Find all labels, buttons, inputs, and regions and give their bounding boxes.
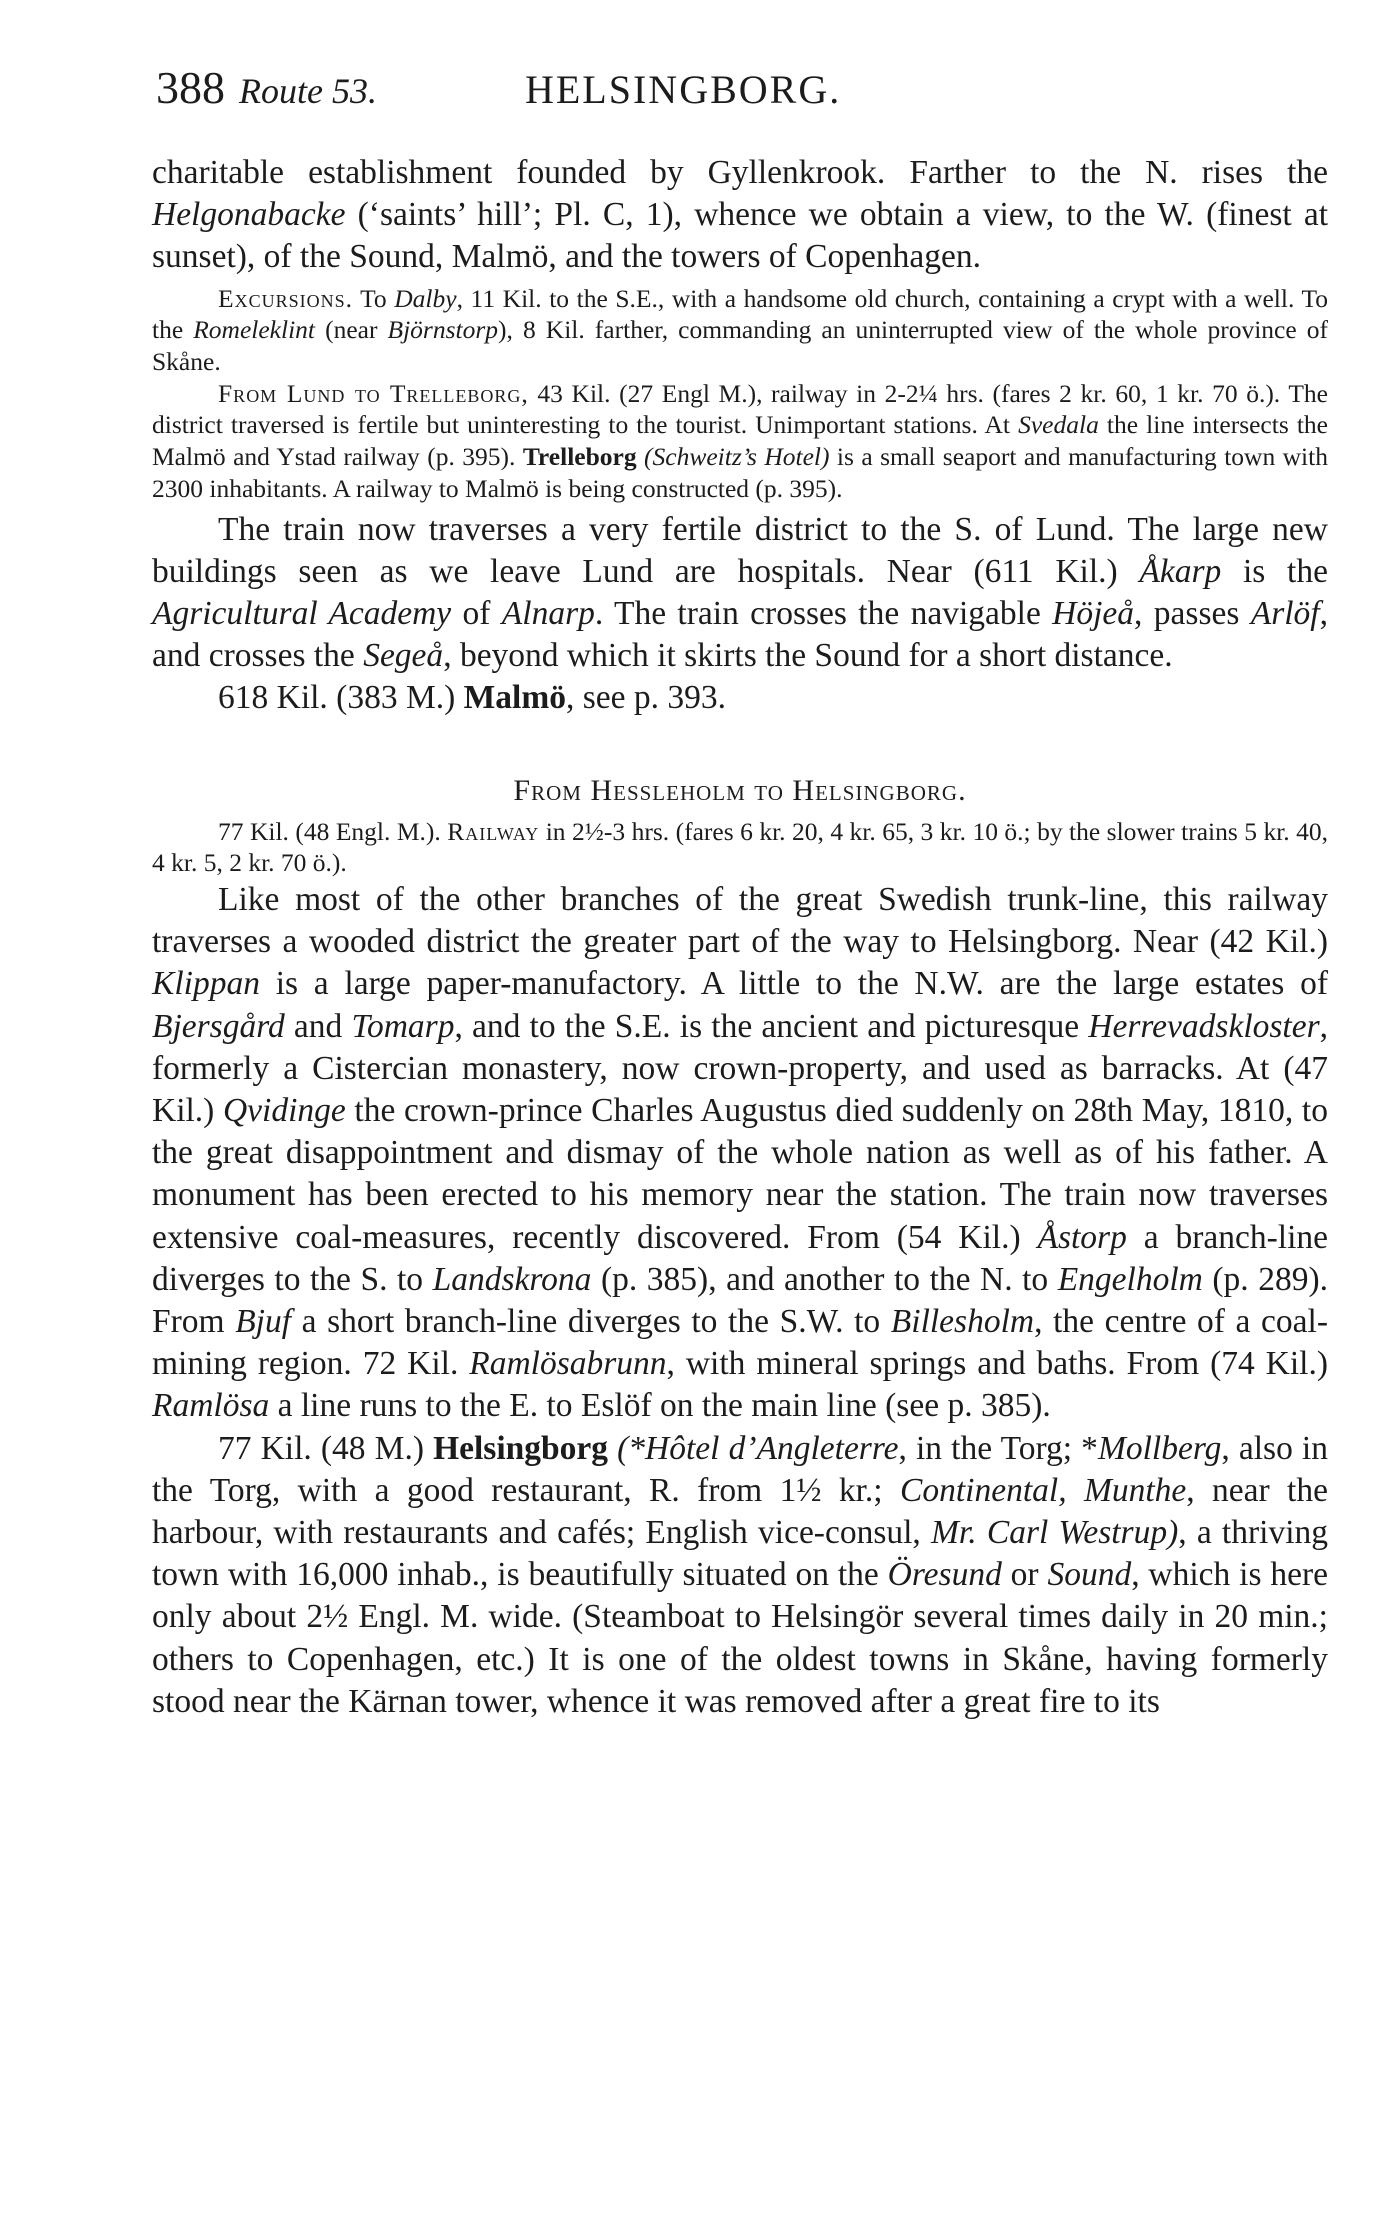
- place-name: Svedala: [1018, 410, 1099, 440]
- paragraph-excursions: [152, 283, 1328, 378]
- hotel-name: (*Hôtel d’Angleterre: [608, 1429, 899, 1467]
- paragraph-route-info: [152, 816, 1328, 879]
- text-run: or: [1001, 1556, 1048, 1594]
- text-run: and: [284, 1007, 352, 1045]
- text-run: , passes: [1134, 594, 1251, 632]
- text-run: , see p. 393.: [566, 679, 727, 717]
- hotel-name: (Schweitz’s Hotel): [644, 442, 830, 472]
- place-name: Åstorp: [1037, 1218, 1127, 1256]
- paragraph-lund-trelleborg: [152, 378, 1328, 505]
- text-run: is a large paper-manufactory. A little to the N.W. are the large estates of: [259, 965, 1328, 1003]
- place-name: Arlöf: [1250, 594, 1320, 632]
- place-name: Helgonabacke: [152, 196, 346, 234]
- paragraph-helgonabacke: [152, 152, 1328, 279]
- text-run: . The train crosses the navigable: [594, 594, 1053, 632]
- page-body: [152, 152, 1328, 1723]
- place-name: Bjersgård: [152, 1007, 285, 1045]
- text-run: , the centre of a coal-mining region. 72 Kil.: [152, 1302, 1328, 1383]
- text-run: , near the harbour, with restaurants and cafés; English vice-consul,: [152, 1471, 1328, 1551]
- place-name: Åkarp: [1139, 552, 1222, 590]
- text-run: a short branch-line diverges to the S.W. to: [291, 1302, 891, 1340]
- text-run: 618 Kil. (383 M.): [218, 679, 464, 717]
- text-run: of: [451, 594, 502, 632]
- text-run: ), 8 Kil. farther, commanding an uninterrupted view of the whole province of Skåne.: [152, 315, 1328, 377]
- text-run: , and to the S.E. is the ancient and picturesque: [454, 1007, 1089, 1045]
- place-name: Herrevadskloster: [1088, 1007, 1320, 1045]
- text-run: charitable establishment founded by Gyllenkrook. Farther to the N. rises the: [152, 154, 1328, 191]
- text-run: (p. 289). From: [152, 1260, 1328, 1340]
- place-name: Billesholm: [890, 1302, 1035, 1340]
- place-name: Bjuf: [235, 1302, 292, 1340]
- place-name: Alnarp: [501, 594, 595, 632]
- place-name: Qvidinge: [222, 1091, 346, 1129]
- place-name: Engelholm: [1057, 1260, 1203, 1298]
- page-header: [156, 64, 1326, 115]
- town-name: Helsingborg: [433, 1429, 609, 1467]
- town-name: Malmö: [463, 679, 566, 717]
- running-title: HELSINGBORG.: [524, 67, 842, 112]
- place-name: Klippan: [152, 965, 260, 1003]
- place-name: Sound: [1047, 1556, 1132, 1594]
- text-run: the line intersects the Malmö and Ystad railway (p. 395).: [152, 410, 1328, 472]
- text-run: 43 Kil. (27 Engl M.), railway in 2-2¼ hrs. (fares 2 kr. 60, 1 kr. 70 ö.). The district traversed is fertile but uninteresting to the tourist. Unimportant stations. At: [152, 378, 1328, 440]
- paragraph-hessleholm-route: [152, 879, 1328, 1428]
- text-run: the crown-prince Charles Augustus died suddenly on 28th May, 1810, to the great disappointment and dismay of the whole nation as well as of his father. A monument has been erected to his memory near the station. The train now traverses extensive coal-measures, recently discovered. From (54 Kil.): [152, 1091, 1328, 1256]
- place-name: Höjeå: [1052, 594, 1135, 632]
- text-run: is the: [1221, 552, 1328, 590]
- section-title: From Hessleholm to Helsingborg.: [513, 773, 967, 807]
- text-run: (p. 385), and another to the N. to: [591, 1260, 1058, 1298]
- text-run: , in the Torg; *: [898, 1429, 1098, 1467]
- text-run: , formerly a Cistercian monastery, now crown-property, and used as barracks. At (47 Kil.): [152, 1007, 1328, 1129]
- paragraph-malmo: [152, 677, 1328, 719]
- place-name: Ramlösabrunn: [469, 1345, 667, 1383]
- text-run: , which is here only about 2½ Engl. M. wide. (Steamboat to Helsingör several times daily in 20 min.; others to Copenhagen, etc.) It is one of the oldest towns in Skåne, having formerly stood near the Kärnan tower, whence it was removed after a great fire to its: [152, 1556, 1329, 1720]
- text-run: Like most of the other branches of the great Swedish trunk-line, this railway traverses a wooded district the greater part of the way to Helsingborg. Near (42 Kil.): [152, 880, 1328, 961]
- text-run: a line runs to the E. to Eslöf on the main line (see p. 385).: [269, 1387, 1051, 1425]
- text-run: , with mineral springs and baths. From (74 Kil.): [666, 1345, 1328, 1383]
- place-name: Ramlösa: [152, 1387, 270, 1425]
- hotel-name: Mollberg: [1097, 1429, 1222, 1467]
- railway-label: Railway: [447, 816, 540, 846]
- place-name: Dalby: [394, 283, 457, 313]
- text-run: [637, 442, 644, 471]
- paragraph-lund-malmo: [152, 509, 1328, 678]
- text-run: , beyond which it skirts the Sound for a short distance.: [443, 637, 1173, 675]
- text-run: 77 Kil. (48 M.): [218, 1429, 434, 1467]
- page-number: 388: [156, 62, 225, 113]
- place-name: Agricultural Academy: [152, 594, 452, 632]
- place-name: Björnstorp: [387, 315, 499, 345]
- text-run: (near: [315, 315, 388, 345]
- text-run: , a thriving town with 16,000 inhab., is beautifully situated on the: [152, 1514, 1329, 1594]
- text-run: , and crosses the: [152, 594, 1328, 675]
- text-run: (‘saints’ hill’; Pl. C, 1), whence we obtain a view, to the W. (finest at sunset), of the Sound, Malmö, and the towers of Copenhagen.: [152, 196, 1328, 276]
- town-name: Trelleborg: [522, 442, 637, 472]
- place-name: Landskrona: [432, 1260, 592, 1298]
- text-run: 77 Kil. (48 Engl. M.).: [218, 816, 448, 846]
- excursions-lead: Excursions.: [218, 283, 353, 313]
- trelleborg-lead: From Lund to Trelleborg,: [218, 378, 529, 408]
- text-run: , also in the Torg, with a good restaurant, R. from 1½ kr.;: [152, 1429, 1328, 1509]
- text-run: a branch-line diverges to the S. to: [152, 1218, 1328, 1298]
- text-run: in 2½-3 hrs. (fares 6 kr. 20, 4 kr. 65, 3 kr. 10 ö.; by the slower trains 5 kr. 40, 4 kr. 5, 2 kr. 70 ö.).: [152, 816, 1328, 878]
- text-run: The train now traverses a very fertile district to the S. of Lund. The large new buildings seen as we leave Lund are hospitals. Near (611 Kil.): [152, 510, 1328, 590]
- paragraph-helsingborg: [152, 1428, 1328, 1723]
- route-label: Route 53.: [239, 71, 377, 111]
- place-name: Öresund: [887, 1556, 1002, 1594]
- text-run: , 11 Kil. to the S.E., with a handsome old church, containing a crypt with a well. To the: [152, 283, 1329, 345]
- place-name: Segeå: [363, 637, 444, 675]
- text-run: To: [352, 283, 395, 313]
- hotel-name: Continental, Munthe: [900, 1471, 1187, 1509]
- place-name: Tomarp: [351, 1007, 455, 1045]
- place-name: Romeleklint: [193, 315, 316, 345]
- text-run: is a small seaport and manufacturing town with 2300 inhabitants. A railway to Malmö is being constructed (p. 395).: [152, 442, 1328, 503]
- person-name: Mr. Carl Westrup): [931, 1514, 1179, 1551]
